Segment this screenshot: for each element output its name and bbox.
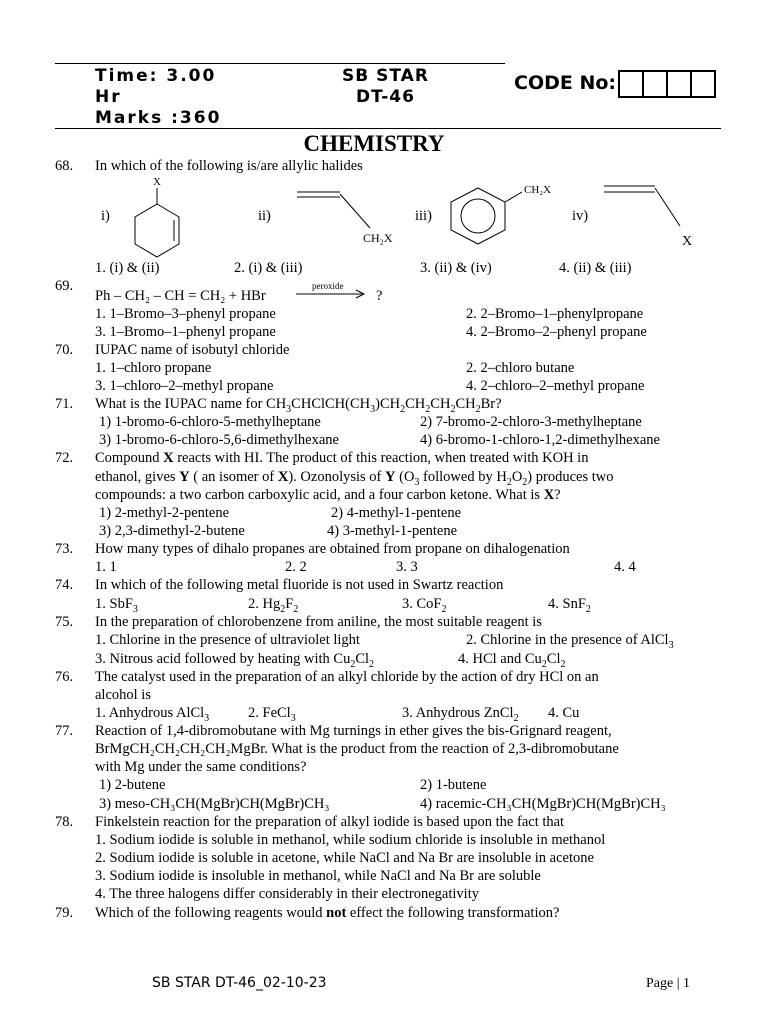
time-line2: Hr [95, 87, 122, 107]
code-box [644, 72, 668, 96]
q77-line1: Reaction of 1,4-dibromobutane with Mg turnings in ether gives the bis-Grignard reagent, [95, 723, 612, 739]
q68-label-i: i) [101, 208, 110, 224]
q75-number: 75. [55, 614, 74, 630]
q68-option-3: 3. (ii) & (iv) [420, 260, 492, 276]
q71-option-3: 3) 1-bromo-6-chloro-5,6-dimethylhexane [99, 432, 339, 448]
q68-label-ii: ii) [258, 208, 271, 224]
q74-option-1: 1. SbF$_3$ [95, 596, 138, 615]
q72-option-2: 2) 4-methyl-1-pentene [331, 505, 462, 521]
structure-ii-ch2x-label: CH₂X [363, 231, 393, 245]
q70-option-1: 1. 1–chloro propane [95, 360, 212, 376]
q76-option-2: 2. FeCl$_3$ [248, 705, 296, 724]
q70-option-3: 3. 1–chloro–2–methyl propane [95, 378, 274, 394]
q73-option-3: 3. 3 [396, 559, 418, 575]
q74-text: In which of the following metal fluoride is not used in Swartz reaction [95, 577, 504, 593]
q78-option-3: 3. Sodium iodide is insoluble in methanol, while NaCl and Na Br are soluble [95, 868, 541, 884]
q78-option-2: 2. Sodium iodide is soluble in acetone, while NaCl and Na Br are insoluble in acetone [95, 850, 594, 866]
q68-option-1: 1. (i) & (ii) [95, 260, 160, 276]
q77-line3: with Mg under the same conditions? [95, 759, 307, 775]
q69-option-3: 3. 1–Bromo–1–phenyl propane [95, 324, 276, 340]
q75-option-1: 1. Chlorine in the presence of ultraviolet light [95, 632, 360, 648]
q70-option-4: 4. 2–chloro–2–methyl propane [466, 378, 645, 394]
q76-option-1: 1. Anhydrous AlCl$_3$ [95, 705, 210, 724]
q73-number: 73. [55, 541, 74, 557]
q72-line2: ethanol, gives Y ( an isomer of X). Ozonolysis of Y ($O_3$ followed by $H_2O_2$) produces two [95, 469, 614, 488]
code-label: CODE No: [514, 72, 617, 94]
q69-option-1: 1. 1–Bromo–3–phenyl propane [95, 306, 276, 322]
q75-option-4: 4. HCl and $Cu_2Cl_2$ [458, 651, 566, 670]
q75-text: In the preparation of chlorobenzene from aniline, the most suitable reagent is [95, 614, 542, 630]
code-box [620, 72, 644, 96]
q72-number: 72. [55, 450, 74, 466]
q68-text: In which of the following is/are allylic halides [95, 158, 363, 174]
q74-option-3: 3. CoF$_2$ [402, 596, 447, 615]
q71-option-1: 1) 1-bromo-6-chloro-5-methylheptane [99, 414, 321, 430]
reaction-arrow-icon [296, 289, 370, 299]
header-center [338, 66, 433, 108]
q71-text: What is the IUPAC name for $CH_3CHClCH(CH_3)CH_2CH_2CH_2CH_2Br$? [95, 396, 502, 415]
header-top-rule [55, 63, 505, 64]
q73-option-4: 4. 4 [614, 559, 636, 575]
q74-option-2: 2. $Hg_2F_2$ [248, 596, 299, 615]
q77-option-2: 2) 1-butene [420, 777, 487, 793]
structure-iv-x-label: X [682, 234, 693, 249]
q69-number: 69. [55, 278, 74, 294]
q76-number: 76. [55, 669, 74, 685]
q76-option-4: 4. Cu [548, 705, 580, 721]
q69-product: ? [376, 288, 383, 304]
q78-option-4: 4. The three halogens differ considerably in their electronegativity [95, 886, 479, 902]
q76-line2: alcohol is [95, 687, 151, 703]
time-line1: Time: 3.00 [95, 66, 217, 86]
q78-text: Finkelstein reaction for the preparation of alkyl iodide is based upon the fact that [95, 814, 565, 830]
q77-number: 77. [55, 723, 74, 739]
q72-option-1: 1) 2-methyl-2-pentene [99, 505, 230, 521]
q69-option-2: 2. 2–Bromo–1–phenylpropane [466, 306, 644, 322]
q78-number: 78. [55, 814, 74, 830]
structure-i-x-label: X [153, 176, 161, 188]
q72-option-3: 3) 2,3-dimethyl-2-butene [99, 523, 245, 539]
q77-option-1: 1) 2-butene [99, 777, 166, 793]
footer-left: SB STAR DT-46_02-10-23 [152, 975, 327, 991]
q71-option-4: 4) 6-bromo-1-chloro-1,2-dimethylhexane [420, 432, 660, 448]
structure-ii-allyl [295, 180, 405, 250]
q73-option-1: 1. 1 [95, 559, 117, 575]
q76-option-3: 3. Anhydrous ZnCl$_2$ [402, 705, 519, 724]
q77-line2: BrMgCH₂CH₂CH₂CH₂MgBr. What is the product from the reaction of 2,3-dibromobutane [95, 741, 619, 757]
q68-option-4: 4. (ii) & (iii) [559, 260, 632, 276]
q68-number: 68. [55, 158, 74, 174]
q69-option-4: 4. 2–Bromo–2–phenyl propane [466, 324, 647, 340]
code-box [692, 72, 714, 96]
q79-text: Which of the following reagents would not effect the following transformation? [95, 905, 560, 921]
header-time [95, 66, 221, 129]
q78-option-1: 1. Sodium iodide is soluble in methanol, while sodium chloride is insoluble in methanol [95, 832, 606, 848]
q73-text: How many types of dihalo propanes are obtained from propane on dihalogenation [95, 541, 570, 557]
test-code: DT-46 [356, 87, 415, 107]
q72-line1: Compound X reacts with HI. The product of this reaction, when treated with KOH in [95, 450, 589, 466]
batch-name: SB STAR [342, 66, 429, 86]
q77-option-3: 3) meso-CH₃CH(MgBr)CH(MgBr)CH₃ [99, 796, 330, 812]
code-box [668, 72, 692, 96]
footer-page-number: Page | 1 [646, 976, 691, 991]
structure-iii-benzyl [440, 178, 580, 258]
structure-iii-ch2x-label: CH₂X [524, 184, 552, 196]
q68-label-iii: iii) [415, 208, 432, 224]
q70-option-2: 2. 2–chloro butane [466, 360, 575, 376]
header-bottom-rule [55, 128, 721, 129]
q71-option-2: 2) 7-bromo-2-chloro-3-methylheptane [420, 414, 642, 430]
q79-number: 79. [55, 905, 74, 921]
marks: Marks :360 [95, 108, 222, 128]
q75-option-2: 2. Chlorine in the presence of AlCl$_3$ [466, 632, 674, 651]
structure-i-cyclohexene [118, 172, 198, 262]
q69-reaction: Ph – CH₂ – CH = CH₂ + HBr [95, 288, 266, 304]
q71-number: 71. [55, 396, 74, 412]
q77-option-4: 4) racemic-CH₃CH(MgBr)CH(MgBr)CH₃ [420, 796, 666, 812]
q70-text: IUPAC name of isobutyl chloride [95, 342, 290, 358]
q76-line1: The catalyst used in the preparation of an alkyl chloride by the action of dry HCl on an [95, 669, 599, 685]
q68-label-iv: iv) [572, 208, 589, 224]
code-boxes [618, 70, 716, 98]
q74-option-4: 4. SnF$_2$ [548, 596, 591, 615]
q68-option-2: 2. (i) & (iii) [234, 260, 303, 276]
q69-reagent: peroxide [312, 281, 344, 291]
q72-option-4: 4) 3-methyl-1-pentene [327, 523, 458, 539]
q72-line3: compounds: a two carbon carboxylic acid, and a four carbon ketone. What is X? [95, 487, 561, 503]
q74-number: 74. [55, 577, 74, 593]
q75-option-3: 3. Nitrous acid followed by heating with $Cu_2Cl_2$ [95, 651, 375, 670]
subject-title: CHEMISTRY [303, 131, 445, 156]
q70-number: 70. [55, 342, 74, 358]
q73-option-2: 2. 2 [285, 559, 307, 575]
structure-iv-halide [600, 178, 710, 253]
